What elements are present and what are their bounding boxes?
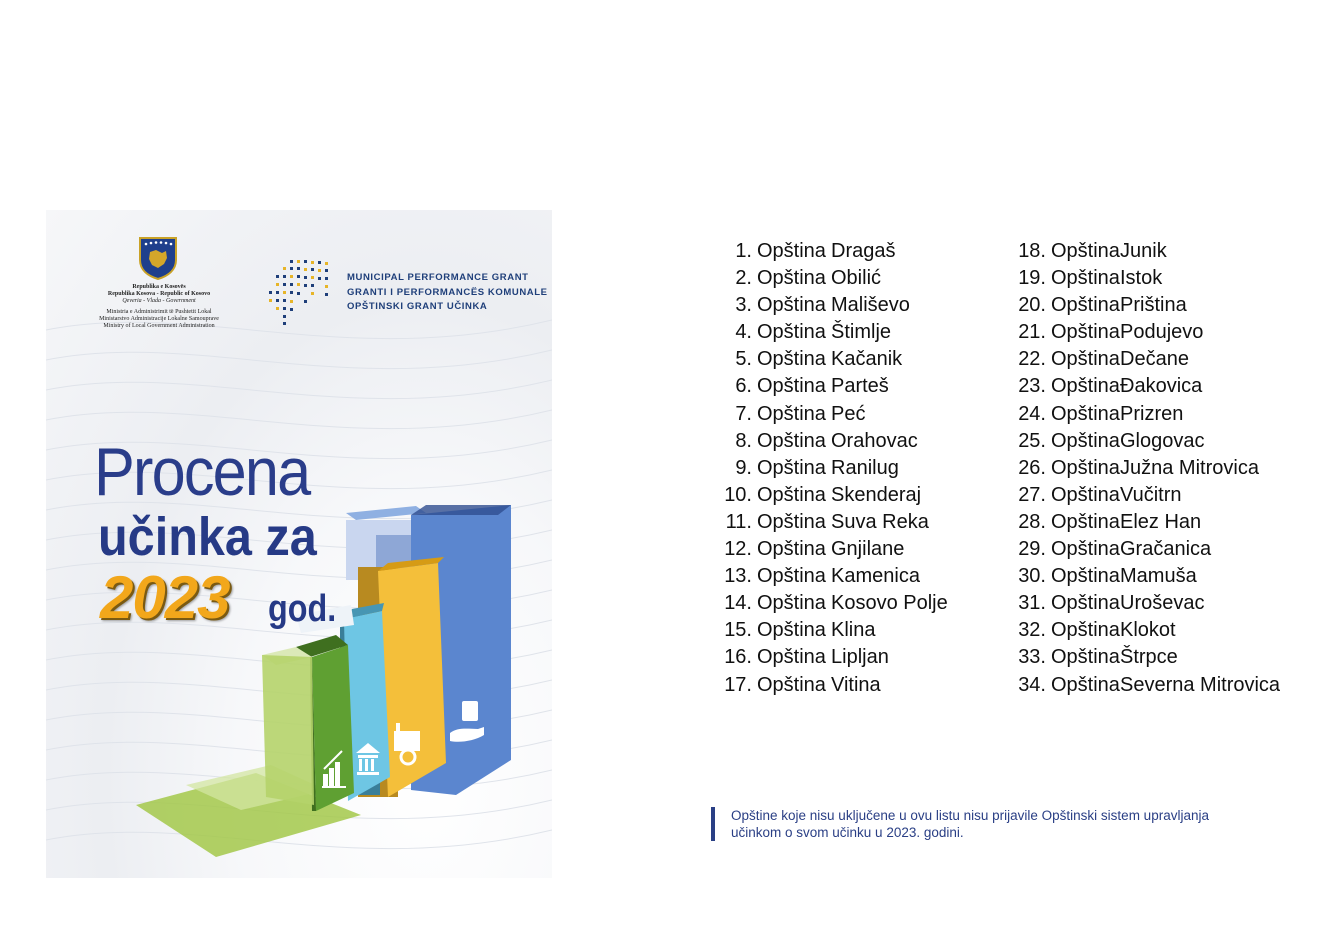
list-item-name: Junik — [1120, 240, 1167, 262]
list-item-name: Lipljan — [831, 646, 889, 669]
gov-line-4: Ministria e Administrimit të Pushtetit Lokal — [106, 309, 212, 315]
list-item-name: Elez Han — [1120, 510, 1202, 533]
list-item-name: Klina — [831, 619, 876, 642]
list-item — [724, 265, 948, 292]
list-item — [724, 509, 948, 536]
list-item-prefix: Opština — [757, 294, 826, 317]
list-item-number: 17. — [724, 673, 752, 696]
list-item-name: Ranilug — [831, 456, 899, 479]
government-credits — [86, 284, 232, 330]
list-item-prefix: Opština — [757, 267, 826, 290]
list-item-name: Vučitrn — [1120, 483, 1182, 506]
list-item-prefix: Opština — [1051, 402, 1120, 425]
list-item-prefix: Opština — [757, 348, 826, 371]
list-item-prefix: Opština — [757, 673, 826, 696]
list-item-prefix: Opština — [1051, 538, 1120, 561]
list-item — [1018, 563, 1280, 590]
list-item-prefix: Opština — [757, 456, 826, 479]
list-item-name: Mamuša — [1120, 565, 1197, 588]
list-item-number: 24. — [1018, 402, 1046, 425]
list-item-name: Kačanik — [831, 348, 903, 371]
list-item-number: 31. — [1018, 592, 1046, 615]
list-item-name: Gnjilane — [831, 538, 905, 561]
list-item-number: 12. — [724, 538, 752, 561]
list-item-name: Južna Mitrovica — [1120, 456, 1259, 479]
list-item-prefix: Opština — [757, 565, 826, 588]
list-item-name: Štimlje — [831, 321, 892, 344]
list-item-name: Gračanica — [1120, 538, 1212, 561]
list-item — [1018, 319, 1280, 346]
list-item-name: Kamenica — [831, 565, 920, 588]
list-item-prefix: Opština — [757, 402, 826, 425]
list-item-number: 34. — [1018, 673, 1046, 696]
mpg-dots-logo-icon — [266, 258, 342, 328]
list-item-name: Mališevo — [831, 294, 910, 317]
list-item-number: 6. — [735, 375, 752, 398]
list-item-name: Parteš — [831, 375, 889, 398]
list-item-name: Štrpce — [1120, 646, 1178, 669]
list-item — [724, 590, 948, 617]
list-item-number: 21. — [1018, 321, 1046, 344]
list-item — [1018, 509, 1280, 536]
list-item-name: Klokot — [1120, 619, 1176, 642]
municipality-list-column-2 — [1018, 238, 1280, 699]
list-item-name: Istok — [1120, 267, 1163, 290]
list-item — [1018, 346, 1280, 373]
list-item-number: 20. — [1018, 294, 1046, 317]
list-item-prefix: Opština — [757, 375, 826, 398]
list-item — [1018, 292, 1280, 319]
list-item — [724, 536, 948, 563]
list-item — [724, 346, 948, 373]
list-item-prefix: Opština — [757, 240, 826, 262]
gov-line-2: Republika Kosova - Republic of Kosovo — [107, 291, 211, 297]
list-item-name: Skenderaj — [831, 483, 922, 506]
gov-line-6: Ministry of Local Government Administration — [103, 323, 215, 329]
municipality-list-column-1 — [724, 238, 948, 699]
list-item-prefix: Opština — [1051, 348, 1120, 371]
list-item-number: 5. — [735, 348, 752, 371]
list-item-prefix: Opština — [757, 321, 826, 344]
list-item-number: 25. — [1018, 429, 1046, 452]
list-item — [724, 428, 948, 455]
list-item-name: Vitina — [831, 673, 881, 696]
list-item-number: 28. — [1018, 510, 1046, 533]
list-item — [724, 292, 948, 319]
list-item-prefix: Opština — [757, 483, 826, 506]
list-item-name: Suva Reka — [831, 510, 929, 533]
list-item-number: 13. — [724, 565, 752, 588]
list-item-name: Dečane — [1120, 348, 1189, 371]
mpg-line-3: OPŠTINSKI GRANT UČINKA — [347, 301, 488, 312]
mpg-line-1: MUNICIPAL PERFORMANCE GRANT — [347, 272, 529, 283]
cover-title-line-1: Procena — [94, 434, 310, 510]
gov-line-1: Republika e Kosovës — [132, 284, 186, 290]
list-item-prefix: Opština — [757, 592, 826, 615]
list-item-number: 33. — [1018, 646, 1046, 669]
list-item — [1018, 373, 1280, 400]
list-item-number: 2. — [735, 267, 752, 290]
list-item-prefix: Opština — [757, 429, 826, 452]
list-item-prefix: Opština — [757, 646, 826, 669]
list-item-prefix: Opština — [1051, 429, 1120, 452]
list-item-name: Podujevo — [1120, 321, 1204, 344]
list-item-prefix: Opština — [1051, 294, 1120, 317]
list-item-number: 7. — [735, 402, 752, 425]
list-item — [1018, 482, 1280, 509]
mpg-line-2: GRANTI I PERFORMANCËS KOMUNALE — [347, 286, 548, 298]
list-item-number: 23. — [1018, 375, 1046, 398]
list-item-prefix: Opština — [1051, 592, 1120, 615]
list-item-prefix: Opština — [757, 510, 826, 533]
list-item-number: 1. — [735, 240, 752, 262]
list-item — [1018, 455, 1280, 482]
list-item-prefix: Opština — [1051, 646, 1120, 669]
list-item-prefix: Opština — [1051, 673, 1120, 696]
list-item — [724, 373, 948, 400]
list-item — [724, 563, 948, 590]
list-item-number: 29. — [1018, 538, 1046, 561]
list-item — [1018, 238, 1280, 265]
list-item-name: Severna Mitrovica — [1120, 673, 1281, 696]
list-item-number: 22. — [1018, 348, 1046, 371]
list-item-number: 3. — [735, 294, 752, 317]
list-item-name: Peć — [831, 402, 866, 425]
list-item-prefix: Opština — [1051, 565, 1120, 588]
list-item — [724, 238, 948, 265]
list-item-prefix: Opština — [1051, 483, 1120, 506]
list-item-number: 19. — [1018, 267, 1046, 290]
bar-lightgreen-front — [262, 655, 314, 805]
list-item-name: Kosovo Polje — [831, 592, 948, 615]
list-item — [724, 644, 948, 671]
list-item-prefix: Opština — [1051, 321, 1120, 344]
list-item — [724, 401, 948, 428]
list-item-number: 9. — [735, 456, 752, 479]
list-item — [724, 482, 948, 509]
list-item-prefix: Opština — [1051, 267, 1120, 290]
list-item-number: 4. — [735, 321, 752, 344]
list-item-name: Priština — [1120, 294, 1187, 317]
list-item — [1018, 590, 1280, 617]
list-item — [724, 617, 948, 644]
list-item-name: Uroševac — [1120, 592, 1205, 615]
list-item-name: Obilić — [831, 267, 882, 290]
list-item-number: 30. — [1018, 565, 1046, 588]
list-item — [1018, 672, 1280, 699]
list-item-number: 11. — [725, 510, 752, 533]
list-item — [1018, 265, 1280, 292]
list-item-prefix: Opština — [1051, 240, 1120, 262]
list-item — [1018, 644, 1280, 671]
list-item-number: 16. — [724, 646, 752, 669]
list-item — [1018, 428, 1280, 455]
list-item-number: 32. — [1018, 619, 1046, 642]
list-item-number: 10. — [724, 483, 752, 506]
list-item-number: 8. — [735, 429, 752, 452]
kosovo-coat-of-arms-icon — [138, 236, 178, 280]
list-item-prefix: Opština — [1051, 510, 1120, 533]
list-item — [1018, 617, 1280, 644]
mpg-logo-text — [347, 271, 548, 315]
list-item-number: 15. — [724, 619, 752, 642]
list-item-number: 26. — [1018, 456, 1046, 479]
report-cover — [46, 210, 552, 878]
list-item-number: 27. — [1018, 483, 1046, 506]
list-item-prefix: Opština — [1051, 619, 1120, 642]
cover-title-suffix: god. — [268, 588, 337, 630]
cover-title-line-2: učinka za — [98, 507, 317, 567]
list-item-prefix: Opština — [757, 619, 826, 642]
list-item — [1018, 401, 1280, 428]
cover-title-year: 2023 — [100, 564, 230, 631]
list-item-name: Dragaš — [831, 240, 896, 262]
gov-line-5: Ministarstvo Administracije Lokalne Samouprave — [99, 316, 219, 322]
list-item-name: Đakovica — [1120, 375, 1203, 398]
bar-blue-top — [411, 505, 511, 515]
footnote: Opštine koje nisu uključene u ovu listu nisu prijavile Opštinski sistem upravljanja učinkom o svom učinku u 2023. godini. — [711, 807, 1251, 841]
list-item-name: Orahovac — [831, 429, 918, 452]
list-item — [724, 319, 948, 346]
list-item — [724, 455, 948, 482]
list-item-number: 18. — [1018, 240, 1046, 262]
gov-line-3: Qeveria - Vlada - Government — [122, 298, 196, 304]
list-item-name: Glogovac — [1120, 429, 1205, 452]
list-item-name: Prizren — [1120, 402, 1184, 425]
list-item-prefix: Opština — [757, 538, 826, 561]
list-item — [1018, 536, 1280, 563]
list-item-prefix: Opština — [1051, 456, 1120, 479]
list-item-number: 14. — [724, 592, 752, 615]
list-item — [724, 672, 948, 699]
list-item-prefix: Opština — [1051, 375, 1120, 398]
